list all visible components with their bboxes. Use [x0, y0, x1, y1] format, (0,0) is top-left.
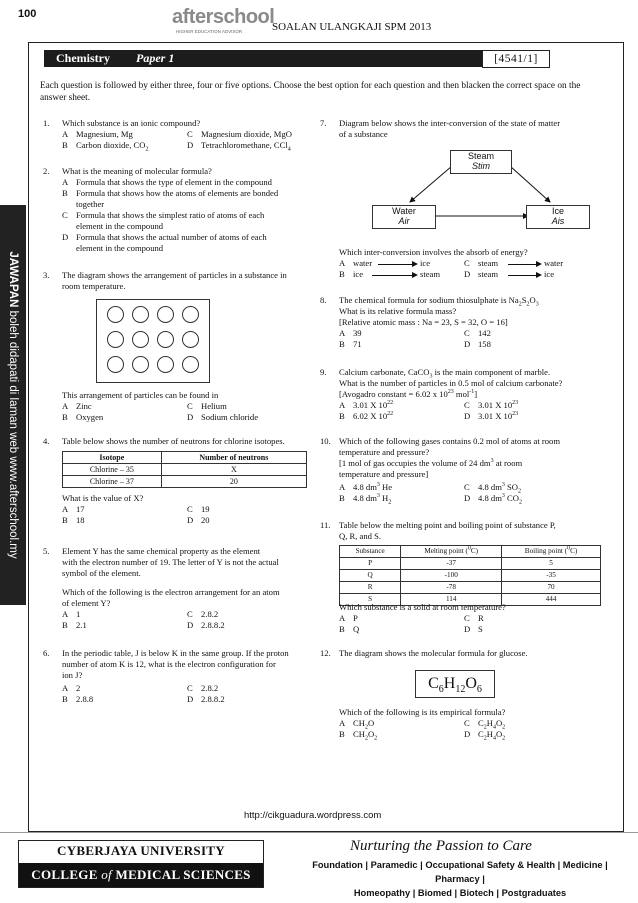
ice-box: Ice Ais [526, 205, 590, 229]
paper-title: Paper 1 [136, 51, 175, 65]
particle [132, 306, 149, 323]
particle [182, 331, 199, 348]
subject-title: Chemistry [56, 51, 110, 65]
header-title: SOALAN ULANGKAJI SPM 2013 [272, 21, 432, 33]
cyberjaya-logo: CYBERJAYA UNIVERSITY COLLEGE of MEDICAL SCIENCES [18, 840, 264, 888]
glucose-formula-box: $C_6H_{12}O_6$ [415, 670, 495, 698]
particle-diagram [96, 299, 210, 383]
sidebar-text: JAWAPAN boleh didapati di laman web www.afterschool.my [7, 251, 19, 559]
arrow-d [508, 275, 540, 276]
particle [157, 331, 174, 348]
particle [182, 356, 199, 373]
particle [107, 356, 124, 373]
arrow-b [372, 275, 416, 276]
state-diagram [360, 148, 600, 230]
arrow-c [508, 264, 540, 265]
particle [132, 331, 149, 348]
slogan: Nurturing the Passion to Care [350, 838, 532, 854]
particle [132, 356, 149, 373]
steam-box: Steam Stim [450, 150, 512, 174]
subject-band [44, 50, 548, 67]
particle [107, 306, 124, 323]
arrow-a [378, 264, 416, 265]
melting-boiling-table: Substance Melting point ($^0$C) Boiling point ($^0$C) P -37 5 Q -100 -35 R -78 70 S 114 444 [339, 545, 601, 606]
sidebar-banner [0, 205, 26, 605]
footer-url[interactable]: http://cikguadura.wordpress.com [244, 810, 382, 821]
afterschool-logo: afterschool HIGHER EDUCATION ADVISOR [172, 6, 275, 34]
neutron-table: Isotope Number of neutrons Chlorine – 35 X Chlorine – 37 20 [62, 451, 307, 488]
particle [107, 331, 124, 348]
instructions: Each question is followed by either three, four or five options. Choose the best option for each question and then blacken the correct space on the answer sheet. [40, 81, 581, 103]
particle [157, 306, 174, 323]
page-number: 100 [18, 8, 37, 20]
course-list: Foundation | Paramedic | Occupational Safety & Health | Medicine | Pharmacy | Homeopathy | Biomed | Biotech | Postgraduates [312, 860, 608, 898]
particle [182, 306, 199, 323]
footer-divider [0, 832, 638, 833]
paper-code: [4541/1] [482, 50, 550, 68]
water-box: Water Air [372, 205, 436, 229]
particle [157, 356, 174, 373]
